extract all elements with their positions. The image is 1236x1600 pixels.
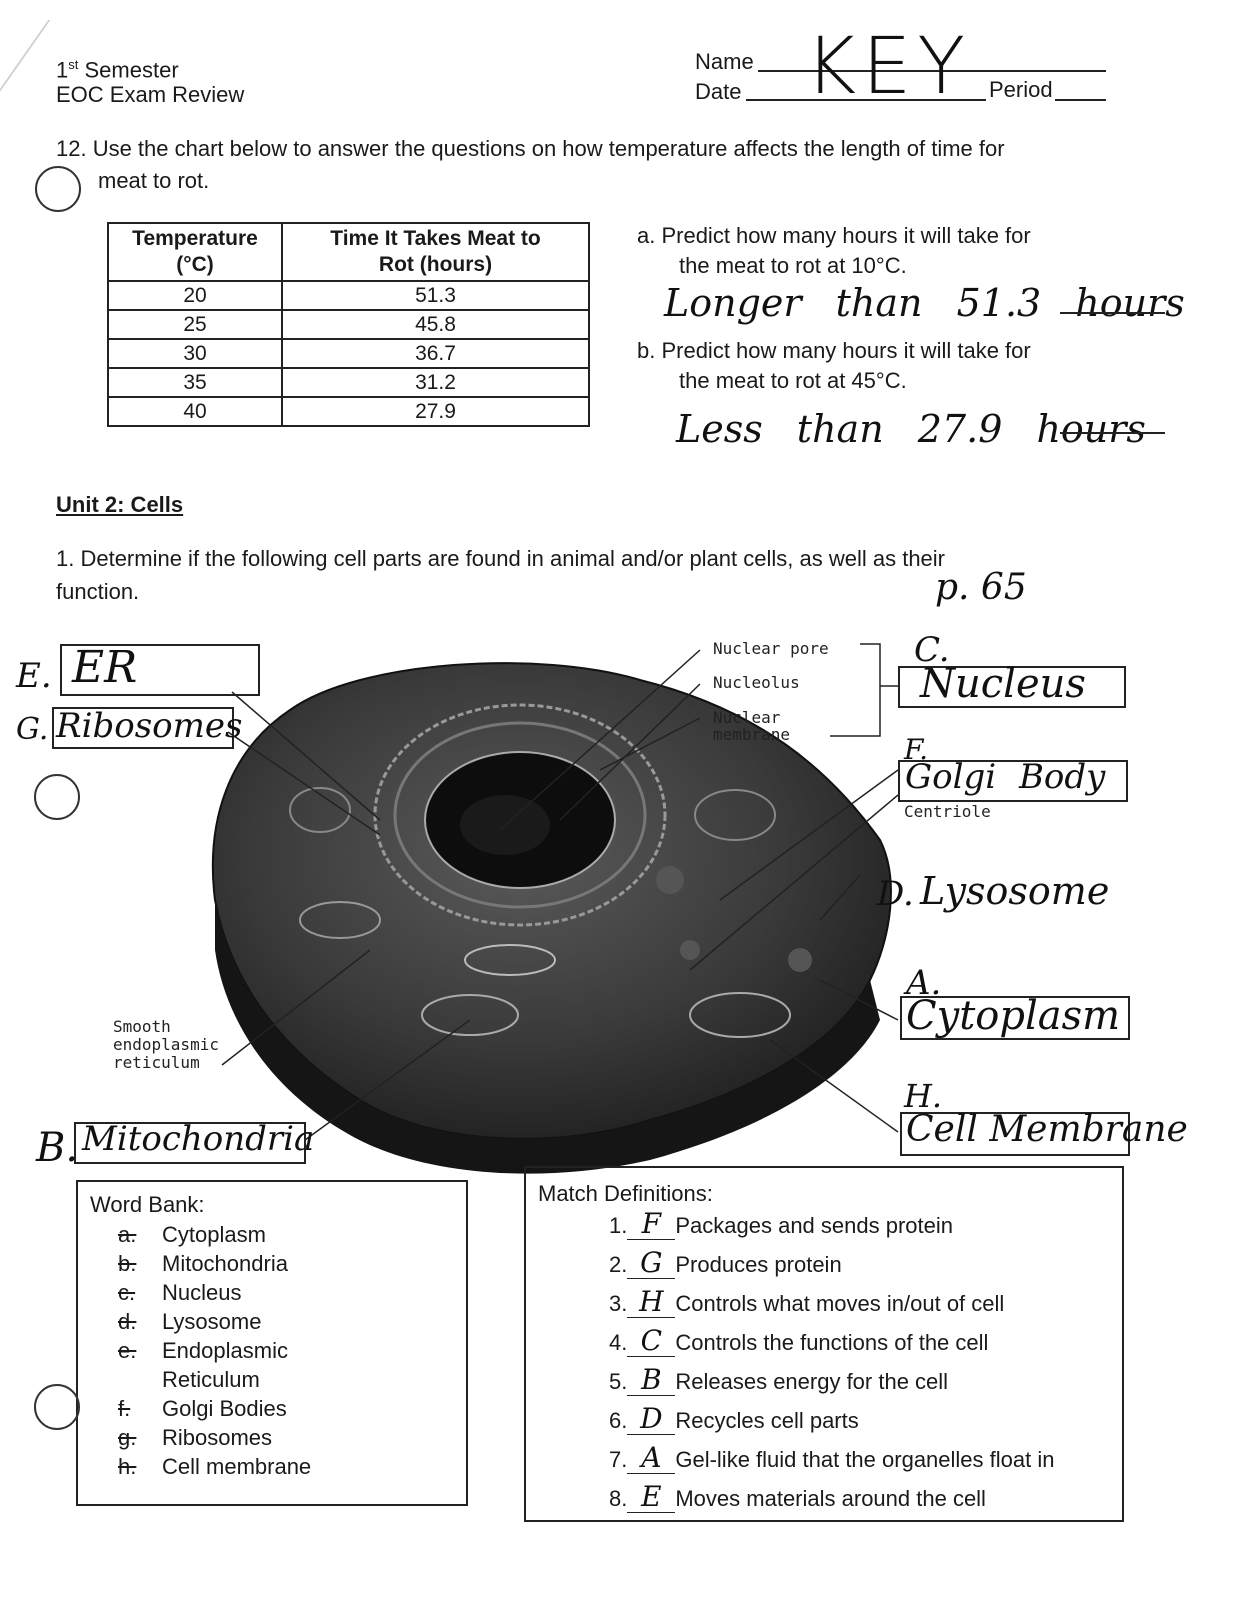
scan-hole-2	[34, 774, 80, 820]
list-item: 1. F Packages and sends protein	[609, 1207, 953, 1240]
answer-er: ER	[72, 642, 138, 693]
temp-cell: 40	[108, 397, 282, 426]
list-item: 5. B Releases energy for the cell	[609, 1363, 949, 1396]
table-header-row	[108, 223, 589, 281]
q12b-line2: the meat to rot at 45°C.	[679, 368, 907, 393]
exam-title: EOC Exam Review	[56, 82, 245, 107]
unit2-q1-line2: function.	[56, 579, 140, 604]
table-row	[108, 368, 589, 397]
time-cell: 51.3	[282, 281, 589, 310]
semester-label: 1st Semester	[56, 57, 179, 83]
answer-mitochondria: Mitochondria	[82, 1119, 315, 1159]
answer-letter-mitochondria: B.	[36, 1125, 79, 1171]
temp-cell: 30	[108, 339, 282, 368]
answer-letter-membrane: H.	[904, 1077, 943, 1115]
scan-hole-1	[35, 166, 81, 212]
q12a-line1: a. Predict how many hours it will take for	[637, 223, 1031, 248]
label-nucleolus: Nucleolus	[713, 673, 800, 692]
list-item: e. Endoplasmic	[118, 1338, 288, 1363]
list-item: a. Cytoplasm	[118, 1222, 266, 1247]
answer-golgi: Golgi Body	[905, 757, 1106, 797]
list-item: g. Ribosomes	[118, 1425, 273, 1450]
unit2-q1-line1: 1. Determine if the following cell parts are found in animal and/or plant cells, as well as their	[56, 546, 946, 571]
q12b-answer: Less than 27.9 hours	[676, 407, 1146, 451]
time-cell: 45.8	[282, 310, 589, 339]
list-item: h. Cell membrane	[118, 1454, 312, 1479]
list-item: 7. A Gel-like fluid that the organelles float in	[609, 1441, 1055, 1474]
word-bank-title: Word Bank:	[90, 1192, 205, 1217]
list-item: f. Golgi Bodies	[118, 1396, 287, 1421]
list-item: 8. E Moves materials around the cell	[609, 1480, 986, 1513]
word-bank-list	[118, 1220, 311, 1481]
answer-nucleus: Nucleus	[920, 661, 1086, 707]
scan-hole-3	[34, 1384, 80, 1430]
q12a-underline	[1060, 312, 1165, 314]
answer-ribosomes: Ribosomes	[56, 706, 243, 746]
list-item: 6. D Recycles cell parts	[609, 1402, 859, 1435]
header-time: Time It Takes Meat to Rot (hours)	[282, 223, 589, 281]
label-smooth-er-3: reticulum	[113, 1053, 200, 1072]
time-cell: 36.7	[282, 339, 589, 368]
q12a-answer: Longer than 51.3 hours	[664, 281, 1185, 325]
date-label: Date	[695, 79, 742, 104]
match-title: Match Definitions:	[538, 1181, 713, 1206]
table-row	[108, 281, 589, 310]
answer-letter-ribosomes: G.	[16, 712, 49, 747]
label-smooth-er-2: endoplasmic	[113, 1035, 219, 1054]
answer-cytoplasm: Cytoplasm	[906, 993, 1121, 1039]
list-item: Reticulum	[162, 1367, 260, 1392]
list-item: b. Mitochondria	[118, 1251, 288, 1276]
temp-cell: 20	[108, 281, 282, 310]
name-handwritten: KEY	[805, 22, 972, 112]
list-item: 2. G Produces protein	[609, 1246, 842, 1279]
answer-letter-er: E.	[16, 656, 52, 696]
answer-lysosome: Lysosome	[920, 869, 1110, 913]
page-reference: p. 65	[935, 567, 1027, 608]
q12b-line1: b. Predict how many hours it will take for	[637, 338, 1031, 363]
table-row	[108, 397, 589, 426]
period-line	[1055, 99, 1106, 101]
unit2-heading: Unit 2: Cells	[56, 492, 184, 517]
answer-letter-lysosome: D.	[877, 874, 914, 914]
label-nuclear-membrane-2: membrane	[713, 725, 791, 744]
time-cell: 31.2	[282, 368, 589, 397]
list-item: c. Nucleus	[118, 1280, 242, 1305]
label-smooth-er-1: Smooth	[113, 1017, 171, 1036]
answer-letter-golgi: F.	[904, 733, 928, 766]
answer-letter-cytoplasm: A.	[906, 963, 942, 1003]
label-centriole: Centriole	[904, 802, 991, 821]
label-nuclear-membrane-1: Nuclear	[713, 708, 781, 727]
header-temperature: Temperature (°C)	[108, 223, 282, 281]
time-cell: 27.9	[282, 397, 589, 426]
list-item: 3. H Controls what moves in/out of cell	[609, 1285, 1005, 1318]
list-item: d. Lysosome	[118, 1309, 262, 1334]
q12b-underline	[1060, 432, 1165, 434]
answer-membrane: Cell Membrane	[906, 1109, 1188, 1150]
temperature-table	[107, 222, 590, 427]
name-label: Name	[695, 49, 754, 74]
temp-cell: 25	[108, 310, 282, 339]
temp-cell: 35	[108, 368, 282, 397]
q12-prompt-line1: 12. Use the chart below to answer the questions on how temperature affects the length of time for	[56, 136, 1005, 161]
q12a-line2: the meat to rot at 10°C.	[679, 253, 907, 278]
q12-prompt-line2: meat to rot.	[98, 168, 210, 193]
match-list	[609, 1206, 1054, 1518]
table-row	[108, 310, 589, 339]
period-label: Period	[989, 77, 1053, 102]
table-row	[108, 339, 589, 368]
answer-letter-nucleus: C.	[914, 630, 950, 670]
list-item: 4. C Controls the functions of the cell	[609, 1324, 989, 1357]
label-nuclear-pore: Nuclear pore	[713, 639, 829, 658]
